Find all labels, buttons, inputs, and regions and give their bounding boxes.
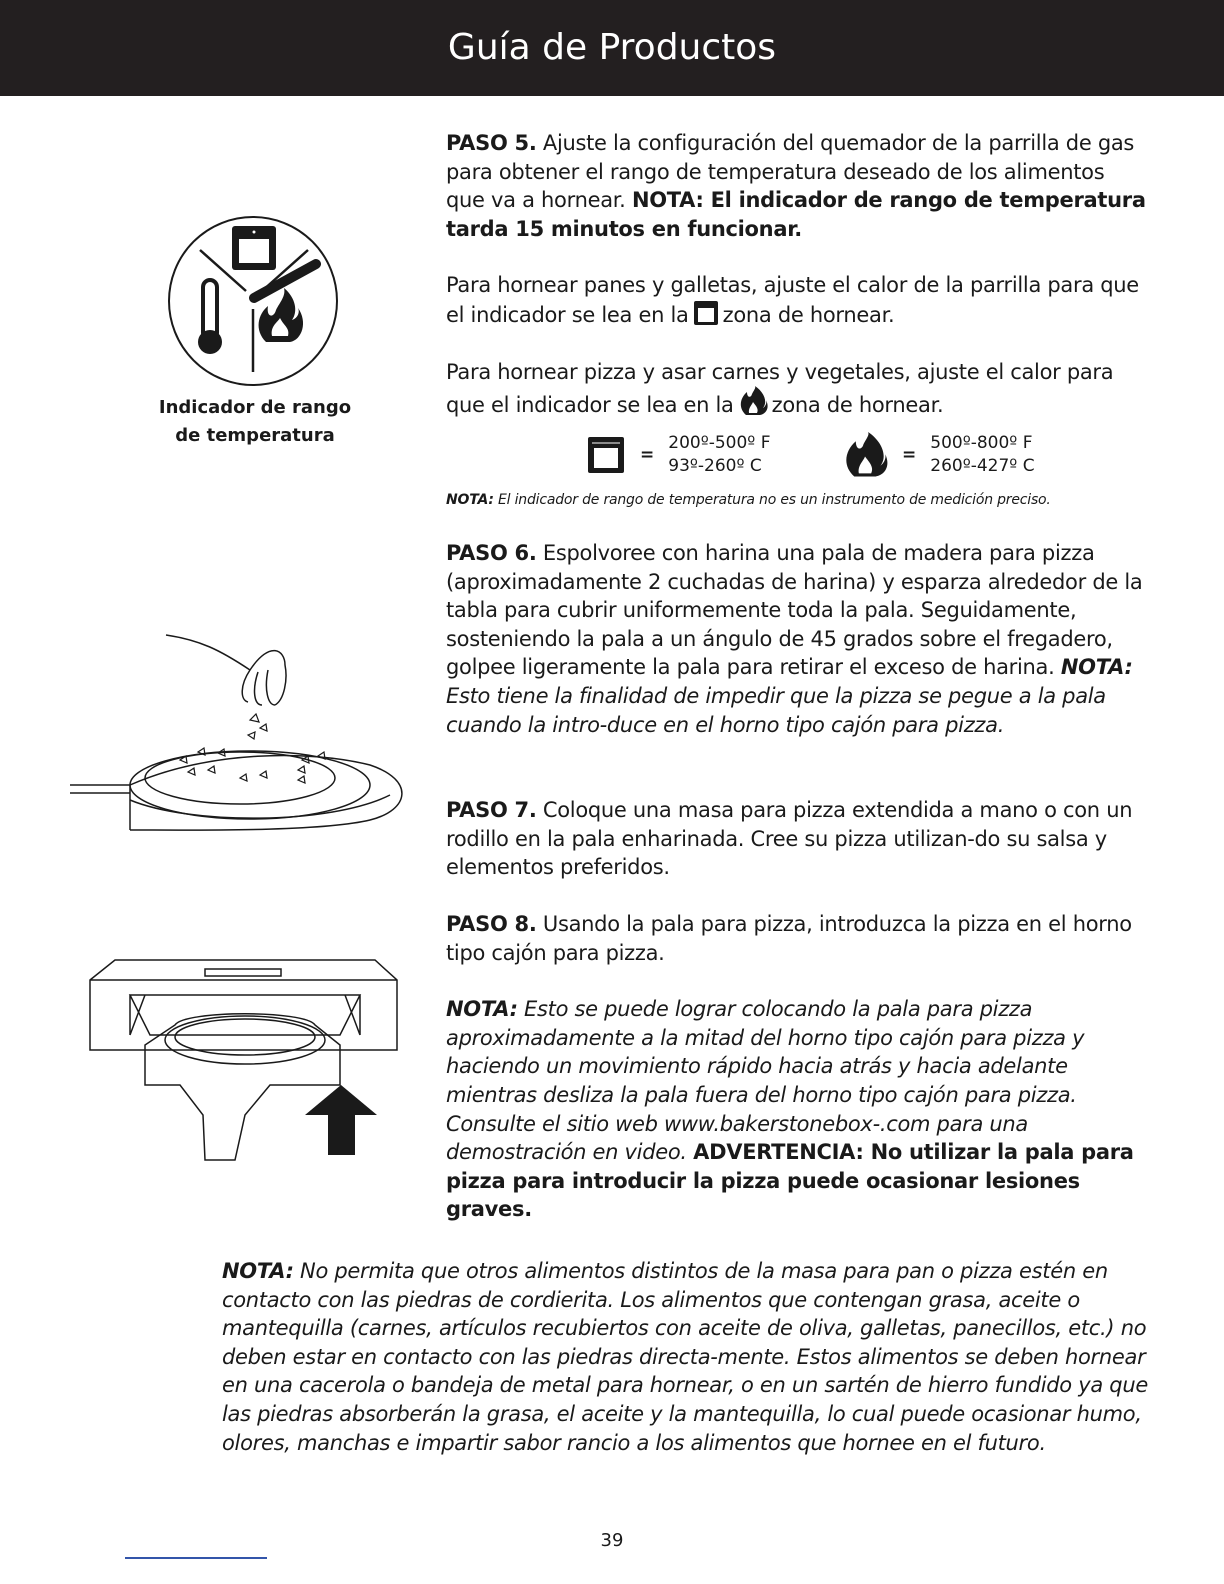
step-label: PASO 6. (446, 541, 537, 565)
flame-range-f: 500º-800º F (930, 433, 1033, 453)
legend-note (446, 492, 1051, 508)
oven-icon (693, 300, 719, 326)
note-label: NOTA: (446, 492, 494, 508)
temperature-legend (586, 432, 1086, 482)
flame-range-c: 260º-427º C (930, 456, 1035, 476)
pizza-box-oven-illustration (85, 955, 405, 1165)
equals-sign: = (640, 444, 655, 465)
oven-icon (586, 435, 626, 475)
warning-text: ADVERTENCIA: No utilizar la pala para pizza para introducir la pizza puede ocasionar lesiones graves. (446, 1140, 1134, 1222)
note-text: El indicador de rango de temperatura no es un instrumento de medición preciso. (493, 492, 1051, 508)
step-label: PASO 5. (446, 131, 537, 155)
note-text: Esto se puede lograr colocando la pala para pizza aproximadamente a la mitad del horno tipo cajón para pizza y haciendo un movimiento rápido hacia atrás y hacia adelante mientras desliza la pala fuera del horno tipo cajón para pizza. Consulte el sitio web www.bakerstonebox-.com para una demostración en video. (446, 997, 1085, 1165)
flour-on-peel-illustration (70, 610, 410, 835)
caption-line: Indicador de rango (158, 397, 352, 418)
step-label: PASO 8. (446, 912, 537, 936)
step-note: NOTA: El indicador de rango de temperatura tarda 15 minutos en funcionar. (446, 188, 1146, 241)
page-header (0, 0, 1224, 96)
indicator-caption (150, 394, 360, 450)
flame-icon (842, 432, 888, 478)
note-text: No permita que otros alimentos distintos de la masa para pan o pizza estén en contacto con las piedras de cordierita. Los alimentos que contengan grasa, aceite o mantequilla (carnes, artículos recubiertos con aceite de oliva, galletas, panecillos, etc.) no deben estar en contacto con las piedras directa-mente. Estos alimentos se deben hornear en una cacerola o bandeja de metal para hornear, o en un sartén de hierro fundido ya que las piedras absorberán la grasa, el aceite y la mantequilla, lo cual puede ocasionar humo, olores, manchas e impartir sabor rancio a los alimentos que hornee en el futuro. (222, 1259, 1148, 1455)
note-label: NOTA: (446, 997, 518, 1022)
step-7 (446, 796, 1146, 882)
flame-icon (738, 386, 768, 416)
pizza-instruction: Para hornear pizza y asar carnes y vegetales, ajuste el calor para que el indicador se lea en la (446, 359, 1114, 418)
oven-range-f: 200º-500º F (668, 433, 771, 453)
step-text: Coloque una masa para pizza extendida a mano o con un rodillo en la pala enharinada. Cree su pizza utilizan-do su salsa y elementos preferidos. (446, 798, 1133, 880)
page-number: 39 (600, 1530, 624, 1551)
caption-line: de temperatura (175, 425, 335, 446)
bread-instruction: Para hornear panes y galletas, ajuste el calor de la parrilla para que el indicador se lea en la (446, 273, 1139, 327)
step-6 (446, 539, 1146, 739)
bottom-note (222, 1257, 1152, 1457)
step-5 (446, 129, 1146, 420)
footer-rule (125, 1557, 267, 1559)
step-text: Usando la pala para pizza, introduzca la pizza en el horno tipo cajón para pizza. (446, 912, 1132, 965)
step-text: Espolvoree con harina una pala de madera para pizza (aproximadamente 2 cuchadas de harina) y esparza alrededor de la tabla para cubrir uniformemente toda la pala. Seguidamente, sosteniendo la pala a un ángulo de 45 grados sobre el fregadero, golpee ligeramente la pala para retirar el exceso de harina. (446, 541, 1143, 680)
page-title: Guía de Productos (447, 27, 777, 68)
step-label: PASO 7. (446, 798, 537, 822)
step-8 (446, 910, 1146, 1224)
note-text: Esto tiene la finalidad de impedir que la pizza se pegue a la pala cuando la intro-duce en el horno tipo cajón para pizza. (446, 683, 1106, 737)
note-label: NOTA: (222, 1259, 294, 1283)
step-text: Ajuste la configuración del quemador de la parrilla de gas para obtener el rango de temperatura deseado de los alimentos que va a hornear. (446, 131, 1135, 213)
note-label: NOTA: (1060, 655, 1133, 680)
bread-zone: zona de hornear. (722, 302, 895, 327)
temperature-indicator-dial-icon (166, 214, 340, 388)
pizza-zone: zona de hornear. (771, 393, 944, 418)
equals-sign: = (902, 444, 917, 465)
oven-range-c: 93º-260º C (668, 456, 762, 476)
